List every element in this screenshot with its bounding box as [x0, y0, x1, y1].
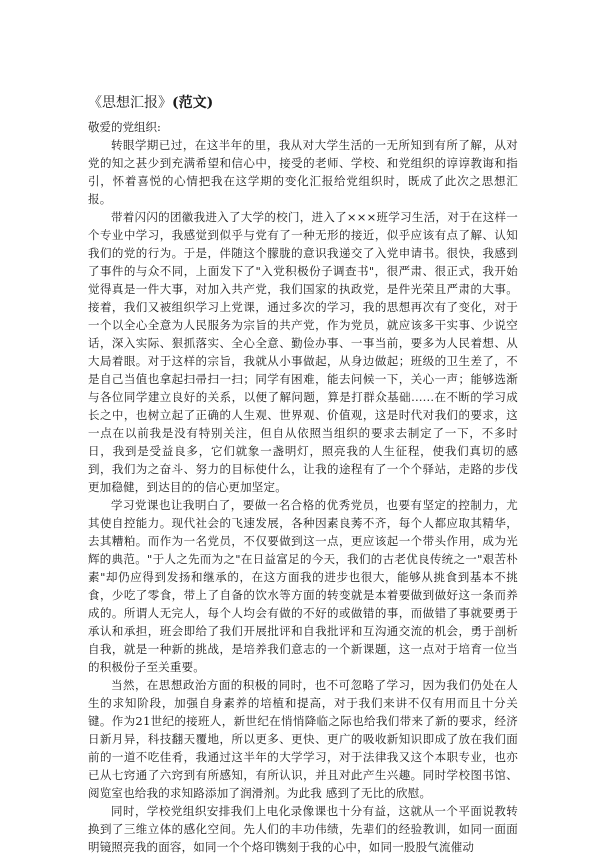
- document-title: [88, 94, 518, 112]
- paragraph-5: 同时，学校党组织安排我们上电化录像课也十分有益，这就从一个平面说教转换到了三维立体的感化空间。先人们的丰功伟绩，先辈们的经验教训，如同一面面明镜照亮我的面容，如同一个个烙印镌刻于我的心中，如同一股股气流催动: [88, 804, 518, 854]
- paragraph-1: 转眼学期已过，在这半年的里，我从对大学生活的一无所知到有所了解，从对党的知之甚少到充满希望和信心中，接受的老师、学校、和党组织的谆谆教诲和指引，怀着喜悦的心情把我在这学期的变化汇报给党组织时，既成了此次之思想汇报。: [88, 138, 518, 206]
- paragraph-4: 当然，在思想政治方面的积极的同时，也不可忽略了学习，因为我们仍处在人生的求知阶段，加强自身素养的培植和提高，对于我们来讲不仅有用而且十分关键。作为21世纪的接班人，新世纪在悄悄降临之际也给我们带来了新的要求，经济日新月异，科技翻天覆地，所以更多、更快、更广的吸收新知识即成了放在我们面前的一道不吃佳肴，我通过这半年的大学学习，对于法律我又这个本职专业，也亦已从七窍通了六窍到有所感知，有所认识，并且对此产生兴趣。同时学校图书馆、阅览室也给我的求知路添加了润滑剂。为此我 感到了无比的欣慰。: [88, 678, 518, 800]
- salutation: 敬爱的党组织:: [88, 120, 161, 134]
- title-sub: (范文): [172, 95, 214, 111]
- title-main: 《思想汇报》: [88, 95, 172, 111]
- paragraph-3: 学习党课也让我明白了，要做一名合格的优秀党员，也要有坚定的控制力，尤其使自控能力。现代社会的飞速发展，各种因素良莠不齐，每个人都应取其精华，去其糟粕。而作为一名党员，不仅要做到这一点，更应该起一个带头作用，成为光辉的典范。"于人之先而为之"在日益富足的今天，我们的古老优良传统之一"艰苦朴素"却仍应得到发扬和继承的，在这方面我的进步也很大，能够从挑食到基本不挑食，少吃了零食，带上了自备的饮水等方面的转变就是本着要做到做好这一条而养成的。所谓人无完人，每个人均会有做的不好的或做错的事，而做错了事就要勇于承认和承担，班会即给了我们开展批评和自我批评和互沟通交流的机会，勇于剖析自我，就是一种新的挑战，是培养我们意志的一个新课题，这一点对于培育一位当的积极份子至关重要。: [88, 498, 518, 674]
- document-page: [88, 94, 518, 856]
- paragraph-2: 带着闪闪的团徽我进入了大学的校门，进入了×××班学习生活，对于在这样一个专业中学习，我感觉到似乎与党有了一种无形的接近，似乎应该有点了解、认知我们的党的行为。于是，伴随这个朦胧的意识我递交了入党申请书。很快，我感到了事件的与众不同，上面发下了"入党积极份子调查书"，很严肃、很正式，我开始觉得真是一件大事，对加入共产党，我们国家的执政党，是件光荣且严肃的大事。接着，我们又被组织学习上党课，通过多次的学习，我的思想再次有了变化，对于一个以全心全意为人民服务为宗旨的共产党，作为党员，就应该多干实事、少说空话，深入实际、狠抓落实、全心全意、勤俭办事、一事当前，要多为人民着想、从大局着眼。对于这样的宗旨，我就从小事做起，从身边做起；班级的卫生差了，不是自己当值也拿起扫帚扫一扫；同学有困难，能去问候一下，关心一声；能够选渐与各位同学建立良好的关系，以便了解问题，算是打群众基础......在不断的学习成长之中，也树立起了正确的人生观、世界观、价值观，这是时代对我们的要求，这一点在以前我是没有特别关注，但自从依照当组织的要求去制定了一下，不多时日，我到是受益良多，它们就象一盏明灯，照亮我的人生征程，使我们真切的感到，我们为之奋斗、努力的目标使什么，让我的途程有了一个个驿站，走路的步伐更加稳健，到达目的的信心更加坚定。: [88, 210, 518, 494]
